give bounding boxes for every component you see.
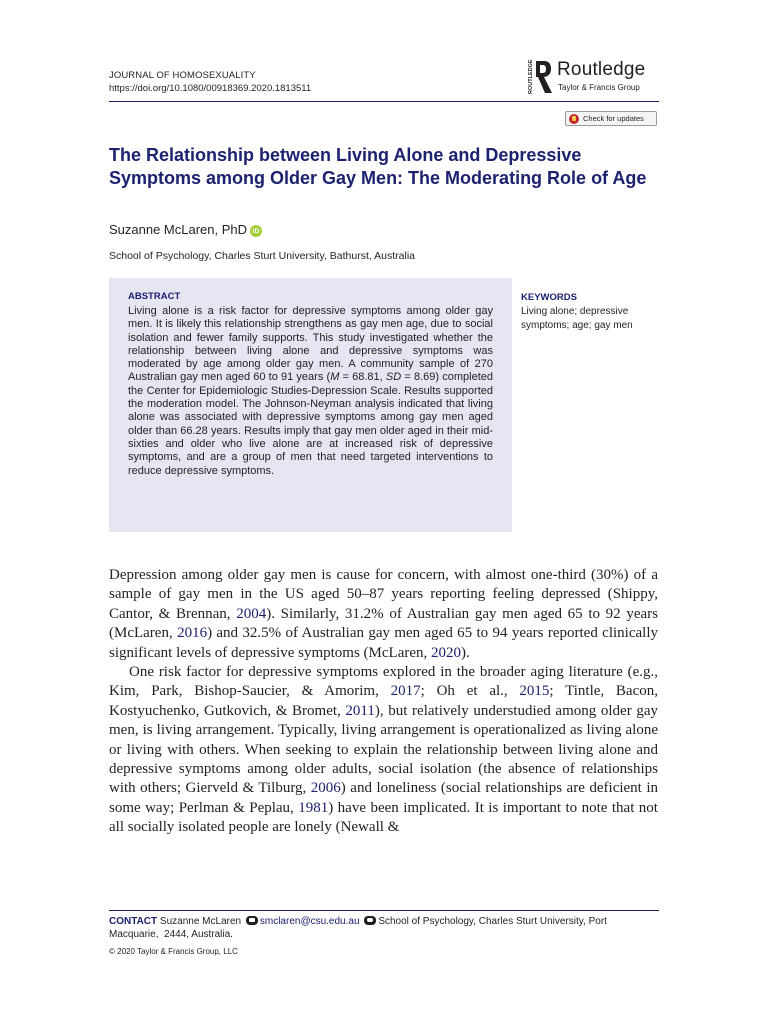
- abstract-text: [128, 305, 493, 478]
- routledge-logo: [524, 58, 664, 98]
- contact-block: [109, 915, 659, 941]
- citation-link[interactable]: 2020: [431, 644, 462, 661]
- check-for-updates-button[interactable]: [565, 111, 657, 126]
- routledge-vertical-text: ROUTLEDGE: [528, 59, 534, 94]
- crossmark-icon: [569, 114, 579, 124]
- publisher-subtitle: Taylor & Francis Group: [558, 83, 640, 92]
- abstract-text-run: Living alone is a risk factor for depressive symptoms among older gay men. It is likely this relationship strengthens as gay men age, due to social isolation and fewer family supports. This study investigated whether the relationship between living alone and depressive symptoms was moderated by age among older gay men. A community sample of 270 Australian gay men aged 60 to 91 years (: [128, 305, 493, 384]
- abstract-text-run: SD: [385, 371, 402, 384]
- abstract-heading: ABSTRACT: [128, 291, 181, 302]
- article-title: The Relationship between Living Alone and Depressive Symptoms among Older Gay Men: The Moderating Role of Age: [109, 145, 647, 188]
- author-line: [109, 221, 262, 237]
- author-name: Suzanne McLaren, PhD: [109, 221, 248, 237]
- body-text-run: ) have been implicated. It is important to note that not all socially isolated people are lonely (Newall &: [109, 799, 658, 836]
- citation-link[interactable]: 2015: [519, 683, 550, 700]
- body-text-run: ), but relatively understudied among older gay men, is living arrangement. Typically, living arrangement is operationalized as living alone or living with others. When seeking to explain the relationship between living alone and depressive symptoms among older adults, social isolation (the absence of relationships with others; Gierveld & Tilburg,: [109, 702, 658, 797]
- abstract-box: [109, 278, 512, 532]
- body-paragraph: [109, 566, 658, 663]
- body-text-run: Depression among older gay men is cause for concern, with almost one-third (30%) of a sample of gay men in the US aged 50–87 years reporting feeling depressed (Shippy, Cantor, & Brennan,: [109, 567, 658, 622]
- body-paragraph: [109, 663, 658, 838]
- doi-link[interactable]: https://doi.org/10.1080/00918369.2020.1813511: [109, 83, 312, 94]
- citation-link[interactable]: 1981: [298, 799, 329, 816]
- body-text-run: ) and 32.5% of Australian gay men aged 65 to 94 years reported clinically significant levels of depressive symptoms (McLaren,: [109, 625, 658, 661]
- journal-name: JOURNAL OF HOMOSEXUALITY: [109, 70, 256, 81]
- abstract-text-run: = 68.81,: [339, 371, 386, 384]
- body-text-run: ). Similarly, 31.2% of Australian gay men aged 65 to 92 years (McLaren,: [109, 605, 658, 642]
- keywords-list: Living alone; depressive symptoms; age; gay men: [521, 306, 633, 331]
- contact-address: School of Psychology, Charles Sturt University, Port Macquarie, 2444, Australia.: [109, 916, 607, 940]
- body-text-run: ) and loneliness (social relationships are deficient in some way; Perlman & Peplau,: [109, 780, 659, 816]
- orcid-icon[interactable]: iD: [250, 225, 262, 237]
- check-for-updates-label: Check for updates: [583, 114, 644, 123]
- abstract-text-run: M: [330, 371, 340, 384]
- body-text-run: ; Tintle, Bacon, Kostyuchenko, Gutkovich, & Bromet,: [109, 683, 658, 719]
- address-icon: [364, 916, 376, 925]
- citation-link[interactable]: 2004: [236, 605, 267, 622]
- contact-email-link[interactable]: smclaren@csu.edu.au: [259, 916, 360, 927]
- keywords-heading: KEYWORDS: [521, 292, 577, 303]
- body-text: [109, 566, 658, 838]
- body-text-run: ).: [461, 644, 470, 661]
- body-text-run: One risk factor for depressive symptoms explored in the broader aging literature (e.g., Kim, Park, Bishop-Saucier, & Amorim,: [109, 664, 658, 700]
- body-text-run: ; Oh et al.,: [420, 683, 520, 700]
- copyright: © 2020 Taylor & Francis Group, LLC: [109, 947, 238, 956]
- contact-label: CONTACT: [109, 916, 158, 927]
- citation-link[interactable]: 2011: [345, 702, 375, 719]
- citation-link[interactable]: 2006: [310, 780, 341, 797]
- email-icon: [246, 916, 258, 925]
- abstract-text-run: = 8.69) completed the Center for Epidemiologic Studies-Depression Scale. Results supported the moderation model. The Johnson-Neyman analysis indicated that living alone was associated with depressive symptoms among gay men aged older than 66.28 years. Results imply that gay men older aged in their mid-sixties and older who live alone are at increased risk of depressive symptoms, and are a group of men that need targeted interventions to reduce depressive symptoms.: [128, 371, 493, 477]
- author-affiliation: School of Psychology, Charles Sturt University, Bathurst, Australia: [109, 250, 415, 262]
- citation-link[interactable]: 2016: [177, 625, 208, 642]
- routledge-logo-icon: [524, 58, 554, 96]
- header-rule: [109, 101, 659, 102]
- publisher-name: Routledge: [557, 59, 646, 80]
- citation-link[interactable]: 2017: [390, 683, 421, 700]
- footer-rule: [109, 910, 659, 911]
- contact-name: Suzanne McLaren: [159, 916, 242, 927]
